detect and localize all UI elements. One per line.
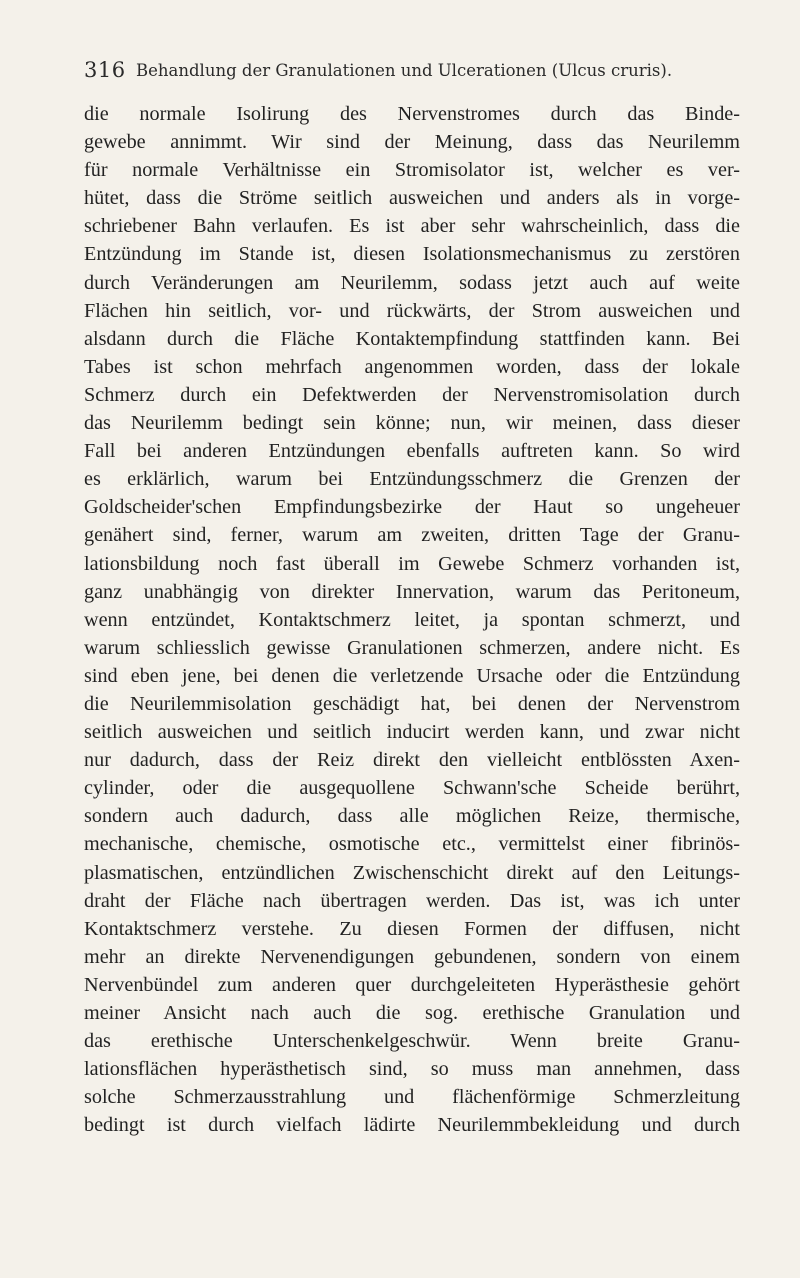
text-line: Tabes ist schon mehrfach angenommen worden, dass der lokale: [84, 355, 740, 378]
text-line: Goldscheider'schen Empfindungsbezirke der Haut so ungeheuer: [84, 496, 740, 519]
text-line: die normale Isolirung des Nervenstromes durch das Binde-: [84, 103, 740, 125]
text-line: meiner Ansicht nach auch die sog. erethische Granulation und: [84, 1002, 740, 1024]
text-line: für normale Verhältnisse ein Stromisolator ist, welcher es ver-: [84, 159, 740, 182]
text-line: lationsflächen hyperästhetisch sind, so muss man annehmen, dass: [84, 1058, 740, 1081]
text-line: bedingt ist durch vielfach lädirte Neurilemmbekleidung und durch: [84, 1114, 740, 1137]
text-line: Fall bei anderen Entzündungen ebenfalls auftreten kann. So wird: [84, 440, 740, 463]
text-line: das Neurilemm bedingt sein könne; nun, wir meinen, dass dieser: [84, 412, 740, 435]
text-line: Flächen hin seitlich, vor- und rückwärts, der Strom ausweichen und: [84, 299, 740, 322]
text-line: mechanische, chemische, osmotische etc., vermittelst einer fibrinös-: [84, 833, 740, 856]
text-line: warum schliesslich gewisse Granulationen schmerzen, andere nicht. Es: [84, 636, 740, 659]
text-line: genähert sind, ferner, warum am zweiten, dritten Tage der Granu-: [84, 524, 740, 547]
text-line: lationsbildung noch fast überall im Gewebe Schmerz vorhanden ist,: [84, 552, 740, 575]
text-line: sind eben jene, bei denen die verletzende Ursache oder die Entzündung: [84, 664, 740, 687]
text-line: seitlich ausweichen und seitlich inducirt werden kann, und zwar nicht: [84, 721, 740, 744]
text-line: Kontaktschmerz verstehe. Zu diesen Formen der diffusen, nicht: [84, 917, 740, 940]
text-line: gewebe annimmt. Wir sind der Meinung, dass das Neurilemm: [84, 131, 740, 154]
text-line: hütet, dass die Ströme seitlich ausweichen und anders als in vorge-: [84, 187, 740, 210]
text-line: durch Veränderungen am Neurilemm, sodass jetzt auch auf weite: [84, 271, 740, 294]
text-line: Nervenbündel zum anderen quer durchgeleiteten Hyperästhesie gehört: [84, 973, 740, 996]
text-line: schriebener Bahn verlaufen. Es ist aber sehr wahrscheinlich, dass die: [84, 215, 740, 238]
text-line: draht der Fläche nach übertragen werden. Das ist, was ich unter: [84, 889, 740, 912]
text-line: plasmatischen, entzündlichen Zwischenschicht direkt auf den Leitungs-: [84, 861, 740, 884]
text-line: Schmerz durch ein Defektwerden der Nervenstromisolation durch: [84, 383, 740, 406]
text-line: das erethische Unterschenkelgeschwür. Wenn breite Granu-: [84, 1030, 740, 1053]
text-line: es erklärlich, warum bei Entzündungsschmerz die Grenzen der: [84, 468, 740, 491]
text-line: die Neurilemmisolation geschädigt hat, bei denen der Nervenstrom: [84, 692, 740, 715]
text-line: alsdann durch die Fläche Kontaktempfindung stattfinden kann. Bei: [84, 327, 740, 350]
body-paragraph: [84, 100, 740, 1139]
text-line: nur dadurch, dass der Reiz direkt den vielleicht entblössten Axen-: [84, 749, 740, 772]
text-line: Entzündung im Stande ist, diesen Isolationsmechanismus zu zerstören: [84, 243, 740, 266]
text-line: solche Schmerzausstrahlung und flächenförmige Schmerzleitung: [84, 1086, 740, 1109]
running-head: Behandlung der Granulationen und Ulcerationen (Ulcus cruris).: [136, 61, 673, 80]
text-line: ganz unabhängig von direkter Innervation, warum das Peritoneum,: [84, 580, 740, 603]
text-line: wenn entzündet, Kontaktschmerz leitet, ja spontan schmerzt, und: [84, 608, 740, 631]
page-header: [84, 58, 724, 90]
text-line: sondern auch dadurch, dass alle möglichen Reize, thermische,: [84, 805, 740, 828]
page-number: 316: [84, 58, 126, 82]
text-line: mehr an direkte Nervenendigungen gebundenen, sondern von einem: [84, 945, 740, 968]
text-line: cylinder, oder die ausgequollene Schwann'sche Scheide berührt,: [84, 777, 740, 800]
